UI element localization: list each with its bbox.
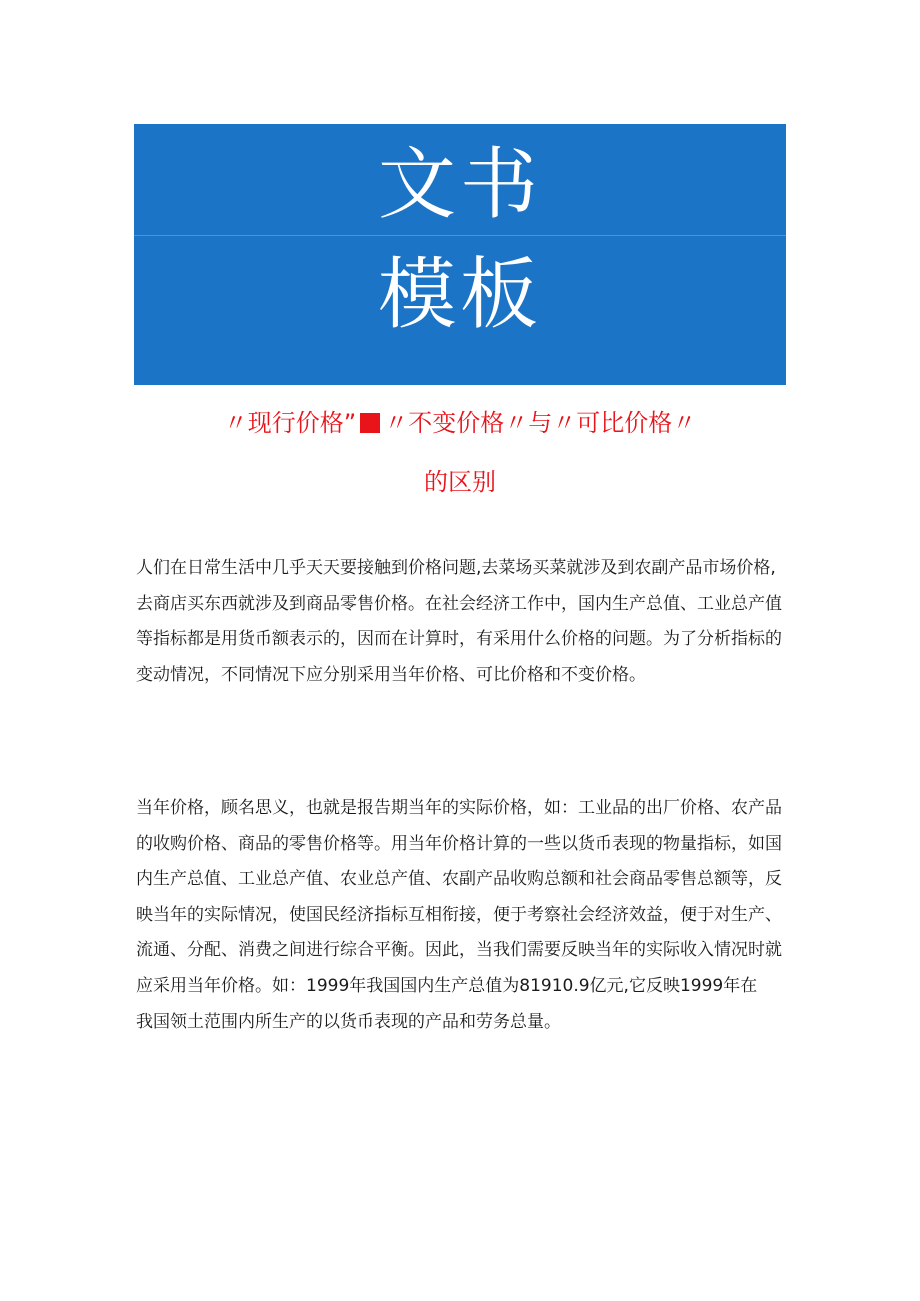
quote-mark: ”	[343, 409, 357, 437]
document-title-line1	[0, 408, 920, 438]
text-line: 变动情况，不同情况下应分别采用当年价格、可比价格和不变价格。	[136, 664, 646, 685]
text-line: 等指标都是用货币额表示的，因而在计算时，有采用什么价格的问题。为了分析指标的	[136, 629, 782, 650]
quote-mark: 〃	[504, 409, 529, 437]
quote-mark: 〃	[552, 409, 577, 437]
title-term-comparable-price: 可比价格	[576, 409, 673, 437]
title-term-current-price: 现行价格	[247, 409, 344, 437]
banner-title-line2: 模板	[377, 250, 542, 340]
body-paragraph-1	[136, 551, 786, 693]
text-line: 流通、分配、消费之间进行综合平衡。因此，当我们需要反映当年的实际收入情况时就	[136, 940, 782, 961]
quote-mark: 〃	[384, 409, 409, 437]
title-conjunction: 与	[528, 409, 553, 437]
text-line: 当年价格，顾名思义，也就是报告期当年的实际价格，如：工业品的出厂价格、农产品	[136, 798, 782, 818]
banner-divider	[134, 235, 786, 236]
banner-title-line1: 文书	[377, 140, 542, 230]
quote-mark: 〃	[223, 409, 248, 437]
document-title-line2: 的区别	[424, 468, 496, 496]
quote-mark: 〃	[672, 409, 697, 437]
text-line: 的收购价格、商品的零售价格等。用当年价格计算的一些以货币表现的物量指标，如国	[136, 833, 782, 854]
text-line: 内生产总值、工业总产值、农业总产值、农副产品收购总额和社会商品零售总额等，反	[136, 869, 782, 890]
body-paragraph-2	[136, 791, 786, 1040]
text-line: 去商店买东西就涉及到商品零售价格。在社会经济工作中，国内生产总值、工业总产值	[136, 593, 782, 614]
text-line: 我国领土范围内所生产的以货币表现的产品和劳务总量。	[136, 1011, 561, 1032]
text-line: 映当年的实际情况，使国民经济指标互相衔接，便于考察社会经济效益，便于对生产、	[136, 904, 782, 925]
red-square-marker	[360, 413, 380, 433]
text-line: 应采用当年价格。如：1999年我国国内生产总值为81910.9亿元,它反映1999年在	[136, 975, 758, 996]
title-term-constant-price: 不变价格	[408, 409, 505, 437]
text-line: 人们在日常生活中几乎天天要接触到价格问题,去菜场买菜就涉及到农副产品市场价格,	[136, 558, 776, 578]
